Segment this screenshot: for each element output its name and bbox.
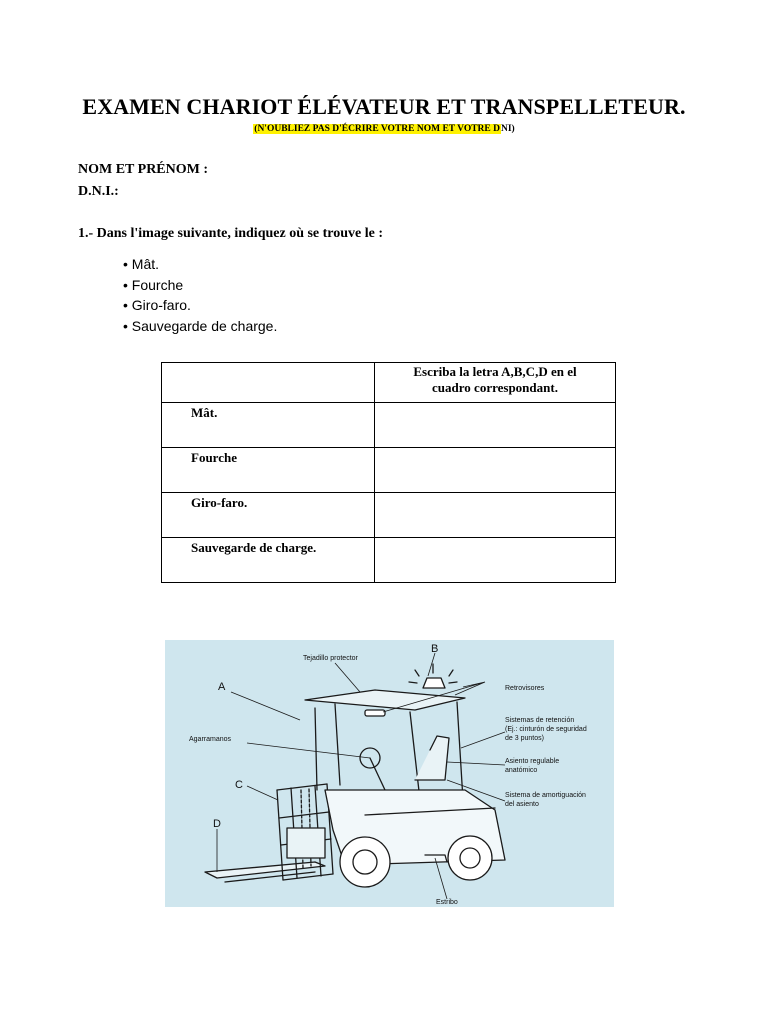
forklift-illustration	[165, 640, 614, 907]
caption-amortiguacion-2: del asiento	[505, 801, 539, 808]
caption-retencion-1: Sistemas de retención	[505, 717, 575, 724]
name-label: NOM ET PRÉNOM :	[78, 162, 209, 177]
reminder-rest: NI)	[500, 124, 515, 134]
reminder-highlight: (N'OUBLIEZ PAS D'ÉCRIRE VOTRE NOM ET VOTRE D	[254, 124, 500, 134]
question-1-prompt: 1.- Dans l'image suivante, indiquez où se trouve le :	[78, 226, 384, 241]
table-row	[162, 448, 616, 493]
beacon-drawing	[423, 678, 445, 688]
instruction-line-1: Escriba la letra A,B,C,D en el	[413, 364, 577, 379]
list-item: • Giro-faro.	[123, 295, 277, 316]
answer-cell-fourche[interactable]	[375, 448, 616, 493]
caption-retencion-3: de 3 puntos)	[505, 735, 544, 742]
label-d: D	[213, 818, 221, 830]
caption-retrovisores: Retrovisores	[505, 685, 545, 692]
caption-tejadillo: Tejadillo protector	[303, 655, 358, 662]
answer-cell-mat[interactable]	[375, 403, 616, 448]
instruction-line-2: cuadro correspondant.	[432, 380, 558, 395]
table-row	[162, 403, 616, 448]
list-item: • Mât.	[123, 254, 277, 275]
page-title: EXAMEN CHARIOT ÉLÉVATEUR ET TRANSPELLETEUR.	[82, 94, 686, 119]
list-item: • Fourche	[123, 275, 277, 296]
label-c: C	[235, 779, 243, 791]
caption-retencion-2: (Ej.: cinturón de seguridad	[505, 726, 587, 733]
label-a: A	[218, 681, 226, 693]
question-1-items	[123, 254, 277, 336]
table-row	[162, 493, 616, 538]
row-label-mat: Mât.	[162, 403, 375, 448]
id-label: D.N.I.:	[78, 184, 119, 199]
row-label-giro-faro: Giro-faro.	[162, 493, 375, 538]
list-item: • Sauvegarde de charge.	[123, 316, 277, 337]
caption-agarramanos: Agarramanos	[189, 736, 232, 743]
row-label-fourche: Fourche	[162, 448, 375, 493]
overhead-guard-drawing	[305, 690, 465, 710]
table-row	[162, 538, 616, 583]
reminder-note	[0, 124, 768, 134]
row-label-sauvegarde: Sauvegarde de charge.	[162, 538, 375, 583]
answer-cell-sauvegarde[interactable]	[375, 538, 616, 583]
forklift-diagram	[165, 640, 614, 907]
answer-cell-giro-faro[interactable]	[375, 493, 616, 538]
table-header-row	[162, 363, 616, 403]
caption-asiento-2: anatómico	[505, 767, 538, 774]
table-header-empty	[162, 363, 375, 403]
fork-drawing	[205, 862, 325, 878]
label-b: B	[431, 643, 439, 655]
caption-estribo: Estribo	[436, 899, 458, 906]
caption-amortiguacion-1: Sistema de amortiguación	[505, 792, 586, 799]
table-header-instruction	[375, 363, 616, 403]
answer-table	[161, 362, 616, 583]
caption-asiento-1: Asiento regulable	[505, 758, 560, 765]
